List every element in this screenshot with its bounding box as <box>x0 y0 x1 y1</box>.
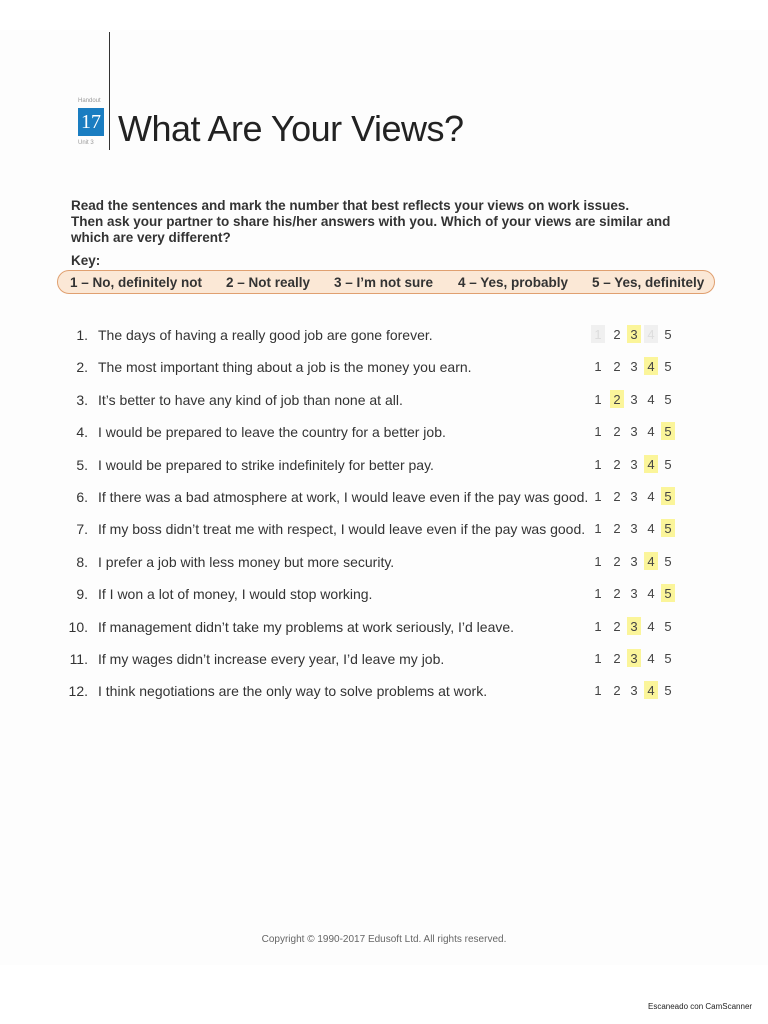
page-title: What Are Your Views? <box>118 108 464 149</box>
statement-row <box>0 586 768 606</box>
rating-option-1[interactable]: 1 <box>594 651 602 666</box>
statement-text: If my boss didn’t treat me with respect, I would leave even if the pay was good. <box>98 521 586 537</box>
rating-option-2[interactable]: 2 <box>613 619 621 634</box>
rating-option-2[interactable]: 2 <box>613 586 621 601</box>
statement-number: 1. <box>76 327 88 343</box>
key-item-5: 5 – Yes, definitely <box>592 275 705 290</box>
statement-number: 10. <box>68 619 88 635</box>
rating-option-2[interactable]: 2 <box>613 554 621 569</box>
rating-option-5[interactable]: 5 <box>661 519 675 537</box>
statement-row <box>0 489 768 509</box>
statement-number: 7. <box>76 521 88 537</box>
statement-text: The days of having a really good job are gone forever. <box>98 327 433 343</box>
statement-number: 3. <box>76 392 88 408</box>
rating-option-3[interactable]: 3 <box>630 489 638 504</box>
statement-number: 8. <box>76 554 88 570</box>
statement-text: I would be prepared to leave the country for a better job. <box>98 424 446 440</box>
rating-option-4[interactable]: 4 <box>644 357 658 375</box>
rating-option-2[interactable]: 2 <box>613 521 621 536</box>
statement-number: 2. <box>76 359 88 375</box>
rating-option-2[interactable]: 2 <box>613 327 621 342</box>
rating-scale <box>591 552 681 572</box>
statement-row <box>0 327 768 347</box>
rating-scale <box>591 390 681 410</box>
statement-number: 9. <box>76 586 88 602</box>
statement-row <box>0 359 768 379</box>
rating-option-2[interactable]: 2 <box>613 651 621 666</box>
handout-label: Handout <box>78 98 101 104</box>
rating-option-4[interactable]: 4 <box>647 392 655 407</box>
rating-option-3[interactable]: 3 <box>627 617 641 635</box>
rating-scale <box>591 584 681 604</box>
rating-option-4[interactable]: 4 <box>647 521 655 536</box>
rating-option-1[interactable]: 1 <box>594 424 602 439</box>
rating-option-5[interactable]: 5 <box>664 359 672 374</box>
copyright-notice: Copyright © 1990-2017 Edusoft Ltd. All rights reserved. <box>261 934 507 945</box>
rating-option-1[interactable]: 1 <box>594 489 602 504</box>
statement-number: 11. <box>69 651 88 667</box>
rating-option-2[interactable]: 2 <box>613 683 621 698</box>
rating-option-3[interactable]: 3 <box>630 521 638 536</box>
rating-option-4[interactable]: 4 <box>647 651 655 666</box>
rating-option-4[interactable]: 4 <box>644 455 658 473</box>
rating-scale <box>591 422 681 442</box>
statement-row <box>0 619 768 639</box>
rating-option-2[interactable]: 2 <box>610 390 624 408</box>
rating-option-2[interactable]: 2 <box>613 489 621 504</box>
key-item-3: 3 – I’m not sure <box>334 275 434 290</box>
instructions <box>71 198 711 246</box>
rating-scale <box>591 325 681 345</box>
header-divider <box>109 32 110 150</box>
key-item-4: 4 – Yes, probably <box>458 275 569 290</box>
statement-number: 6. <box>76 489 88 505</box>
rating-option-3[interactable]: 3 <box>627 325 641 343</box>
rating-option-3[interactable]: 3 <box>630 683 638 698</box>
statement-text: If management didn’t take my problems at work seriously, I’d leave. <box>98 619 515 635</box>
rating-option-5[interactable]: 5 <box>661 422 675 440</box>
statement-row <box>0 392 768 412</box>
statement-text: If there was a bad atmosphere at work, I would leave even if the pay was good. <box>98 489 589 505</box>
statement-text: The most important thing about a job is the money you earn. <box>98 359 472 375</box>
statement-row <box>0 651 768 671</box>
key-legend <box>57 270 715 294</box>
instructions-line-2: Then ask your partner to share his/her answers with you. Which of your views are similar and <box>71 214 671 229</box>
rating-option-1[interactable]: 1 <box>594 554 602 569</box>
statement-text: I prefer a job with less money but more security. <box>98 554 395 570</box>
rating-option-2[interactable]: 2 <box>613 457 621 472</box>
rating-option-3[interactable]: 3 <box>630 359 638 374</box>
rating-option-5[interactable]: 5 <box>664 619 672 634</box>
rating-scale <box>591 649 681 669</box>
statement-row <box>0 521 768 541</box>
key-item-1: 1 – No, definitely not <box>70 275 203 290</box>
rating-option-5[interactable]: 5 <box>661 487 675 505</box>
statement-text: If my wages didn’t increase every year, I’d leave my job. <box>98 651 445 667</box>
rating-option-4[interactable]: 4 <box>647 586 655 601</box>
rating-option-3[interactable]: 3 <box>630 457 638 472</box>
statement-number: 12. <box>68 683 88 699</box>
rating-option-5[interactable]: 5 <box>664 457 672 472</box>
rating-scale <box>591 487 681 507</box>
instructions-line-1: Read the sentences and mark the number that best reflects your views on work issues. <box>71 198 630 213</box>
rating-option-3[interactable]: 3 <box>630 554 638 569</box>
rating-option-3[interactable]: 3 <box>630 586 638 601</box>
rating-option-1[interactable]: 1 <box>594 521 602 536</box>
statement-row <box>0 683 768 703</box>
statement-row <box>0 457 768 477</box>
rating-option-1[interactable]: 1 <box>591 325 605 343</box>
rating-option-2[interactable]: 2 <box>613 424 621 439</box>
statement-text: If I won a lot of money, I would stop working. <box>98 586 373 602</box>
rating-option-4[interactable]: 4 <box>647 619 655 634</box>
rating-option-5[interactable]: 5 <box>664 683 672 698</box>
rating-option-4[interactable]: 4 <box>644 325 658 343</box>
statement-number: 5. <box>76 457 88 473</box>
rating-scale <box>591 519 681 539</box>
rating-scale <box>591 455 681 475</box>
rating-option-1[interactable]: 1 <box>594 457 602 472</box>
rating-option-3[interactable]: 3 <box>630 424 638 439</box>
rating-option-3[interactable]: 3 <box>627 649 641 667</box>
instructions-line-3: which are very different? <box>71 230 231 245</box>
rating-option-5[interactable]: 5 <box>664 651 672 666</box>
rating-option-1[interactable]: 1 <box>594 392 602 407</box>
handout-number-badge <box>78 108 104 136</box>
scanner-watermark: Escaneado con CamScanner <box>648 1002 753 1011</box>
rating-option-4[interactable]: 4 <box>644 681 658 699</box>
rating-scale <box>591 617 681 637</box>
rating-option-1[interactable]: 1 <box>594 619 602 634</box>
rating-scale <box>591 357 681 377</box>
rating-option-1[interactable]: 1 <box>594 586 602 601</box>
key-item-2: 2 – Not really <box>226 275 311 290</box>
rating-option-5[interactable]: 5 <box>664 554 672 569</box>
rating-option-5[interactable]: 5 <box>664 327 672 342</box>
rating-option-2[interactable]: 2 <box>613 359 621 374</box>
statement-text: I would be prepared to strike indefinitely for better pay. <box>98 457 434 473</box>
statement-text: I think negotiations are the only way to solve problems at work. <box>98 683 488 699</box>
statement-row <box>0 424 768 444</box>
rating-option-1[interactable]: 1 <box>594 683 602 698</box>
rating-option-5[interactable]: 5 <box>664 392 672 407</box>
statement-number: 4. <box>76 424 88 440</box>
handout-number: 17 <box>81 111 101 133</box>
unit-label: Unit 3 <box>78 140 94 146</box>
statement-text: It’s better to have any kind of job than none at all. <box>98 392 403 408</box>
rating-option-4[interactable]: 4 <box>644 552 658 570</box>
rating-option-1[interactable]: 1 <box>594 359 602 374</box>
statement-row <box>0 554 768 574</box>
rating-option-5[interactable]: 5 <box>661 584 675 602</box>
key-label: Key: <box>71 253 101 268</box>
rating-option-4[interactable]: 4 <box>647 424 655 439</box>
rating-option-4[interactable]: 4 <box>647 489 655 504</box>
rating-scale <box>591 681 681 701</box>
rating-option-3[interactable]: 3 <box>630 392 638 407</box>
